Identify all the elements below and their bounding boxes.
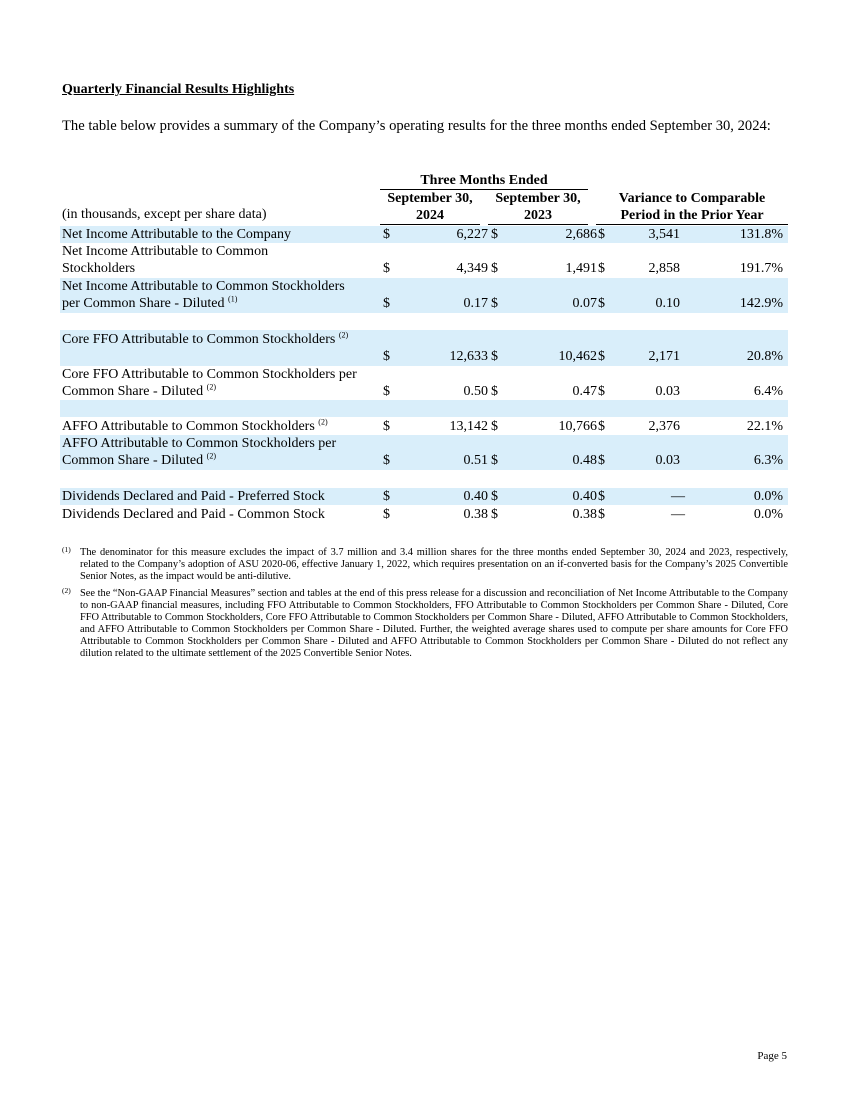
currency-symbol: $ [491, 296, 498, 311]
currency-symbol: $ [491, 419, 498, 434]
footnote-mark: (2) [338, 330, 349, 340]
row-label: Core FFO Attributable to Common Stockholders per Common Share - Diluted $^{(2)}$ [62, 367, 357, 399]
value-2023: 10,766 [558, 419, 597, 434]
table-row [60, 366, 788, 401]
footnote [62, 547, 788, 583]
currency-symbol: $ [598, 349, 605, 364]
value-2024: 6,227 [456, 227, 488, 242]
currency-symbol: $ [598, 453, 605, 468]
currency-symbol: $ [383, 227, 390, 242]
row-label: Core FFO Attributable to Common Stockholders $^{(2)}$ [62, 330, 349, 347]
footnote-mark: (2) [62, 586, 71, 595]
table-row [60, 243, 788, 278]
variance-amount: — [671, 507, 685, 522]
currency-symbol: $ [383, 453, 390, 468]
table-row [60, 418, 788, 435]
currency-symbol: $ [491, 349, 498, 364]
footnote [62, 588, 788, 660]
variance-percent: 22.1% [746, 419, 783, 434]
variance-amount: 2,858 [648, 261, 680, 276]
variance-percent: 0.0% [753, 507, 783, 522]
currency-symbol: $ [383, 349, 390, 364]
currency-symbol: $ [598, 489, 605, 504]
three-months-ended-header: Three Months Ended [420, 173, 548, 188]
currency-symbol: $ [383, 296, 390, 311]
currency-symbol: $ [598, 227, 605, 242]
row-label: AFFO Attributable to Common Stockholders per Common Share - Diluted $^{(2)}$ [62, 436, 337, 468]
variance-percent: 131.8% [739, 227, 783, 242]
currency-symbol: $ [383, 261, 390, 276]
footnote-mark: (2) [318, 417, 328, 427]
value-2024: 0.50 [463, 384, 488, 399]
value-2024: 13,142 [449, 419, 488, 434]
table-row [60, 331, 788, 366]
row-label: Net Income Attributable to Common Stockholders [62, 244, 269, 276]
variance-underline [596, 224, 788, 225]
variance-percent: 20.8% [746, 349, 783, 364]
row-label: AFFO Attributable to Common Stockholders $^{(2)}$ [62, 417, 328, 434]
currency-symbol: $ [383, 489, 390, 504]
currency-symbol: $ [598, 296, 605, 311]
table-row [60, 506, 788, 523]
variance-amount: 2,376 [648, 419, 680, 434]
table-row [60, 435, 788, 470]
col-2023-underline [488, 224, 588, 225]
footnote-mark: (1) [62, 545, 71, 554]
currency-symbol: $ [383, 507, 390, 522]
value-2023: 10,462 [558, 349, 597, 364]
value-2024: 0.17 [463, 296, 488, 311]
col-2024-header-line1: September 30, [387, 191, 473, 206]
currency-symbol: $ [491, 453, 498, 468]
value-2024: 0.51 [463, 453, 488, 468]
variance-percent: 6.4% [753, 384, 783, 399]
variance-percent: 6.3% [753, 453, 783, 468]
row-label: Dividends Declared and Paid - Common Stock [62, 507, 325, 522]
row-label: Net Income Attributable to Common Stockholders per Common Share - Diluted $^{(1)}$ [62, 279, 345, 311]
value-2023: 1,491 [565, 261, 597, 276]
variance-amount: 0.10 [655, 296, 680, 311]
spacer-band [60, 400, 788, 417]
variance-header-line2: Period in the Prior Year [620, 208, 764, 223]
value-2023: 0.38 [572, 507, 597, 522]
value-2024: 4,349 [456, 261, 488, 276]
table-row [60, 278, 788, 313]
currency-symbol: $ [491, 261, 498, 276]
currency-symbol: $ [383, 384, 390, 399]
col-2024-header-line2: 2024 [416, 208, 444, 223]
value-2023: 0.07 [572, 296, 597, 311]
table-row [60, 226, 788, 243]
currency-symbol: $ [598, 261, 605, 276]
col-2023-header-line1: September 30, [495, 191, 581, 206]
currency-symbol: $ [598, 419, 605, 434]
variance-percent: 142.9% [739, 296, 783, 311]
section-title: Quarterly Financial Results Highlights [62, 82, 295, 97]
currency-symbol: $ [491, 384, 498, 399]
page-number: Page 5 [757, 1050, 787, 1062]
variance-amount: 0.03 [655, 453, 680, 468]
intro-paragraph: The table below provides a summary of the Company’s operating results for the three months ended September 30, 2024: [62, 118, 771, 134]
footnotes [62, 547, 788, 665]
variance-amount: 0.03 [655, 384, 680, 399]
variance-amount: — [671, 489, 685, 504]
col-2023-header-line2: 2023 [524, 208, 552, 223]
table-row [60, 488, 788, 505]
variance-header-line1: Variance to Comparable [618, 191, 766, 206]
footnote-mark: (2) [206, 382, 216, 392]
value-2024: 0.40 [463, 489, 488, 504]
row-label: Dividends Declared and Paid - Preferred Stock [62, 489, 325, 504]
variance-percent: 0.0% [753, 489, 783, 504]
unit-label: (in thousands, except per share data) [62, 207, 267, 222]
variance-amount: 3,541 [648, 227, 680, 242]
footnote-text: See the “Non-GAAP Financial Measures” section and tables at the end of this press release for a discussion and reconciliation of Net Income Attributable to the Company to non-GAAP financial measures, including FFO Attributable to Common Stockholders, FFO Attributable to Common Stockholders per Common Share - Diluted, Core FFO Attributable to Common Stockholders, Core FFO Attributable to Common Stockholders per Common Share - Diluted, AFFO Attributable to Common Stockholders, and AFFO Attributable to Common Stockholders per Common Share - Diluted. Further, the weighted average shares used to compute per share amounts for Core FFO Attributable to Common Stockholders per Common Share - Diluted and AFFO Attributable to Common Stockholders per Common Share - Diluted do not reflect any dilution related to the ultimate settlement of the 2025 Convertible Senior Notes. [80, 588, 788, 659]
value-2024: 12,633 [449, 349, 488, 364]
col-2024-underline [380, 224, 480, 225]
row-label: Net Income Attributable to the Company [62, 227, 292, 242]
value-2023: 0.40 [572, 489, 597, 504]
value-2023: 2,686 [565, 227, 597, 242]
currency-symbol: $ [598, 507, 605, 522]
value-2023: 0.47 [572, 384, 597, 399]
currency-symbol: $ [491, 489, 498, 504]
footnote-mark: (1) [228, 294, 238, 304]
currency-symbol: $ [383, 419, 390, 434]
value-2023: 0.48 [572, 453, 597, 468]
currency-symbol: $ [598, 384, 605, 399]
footnote-text: The denominator for this measure excludes the impact of 3.7 million and 3.4 million shares for the three months ended September 30, 2024 and 2023, respectively, related to the Company’s adoption of ASU 2020-06, effective January 1, 2022, which requires presentation on an if-converted basis for the Company’s 2025 Convertible Senior Notes, as the impact would be anti-dilutive. [80, 547, 788, 582]
value-2024: 0.38 [463, 507, 488, 522]
currency-symbol: $ [491, 507, 498, 522]
footnote-mark: (2) [206, 451, 216, 461]
variance-amount: 2,171 [648, 349, 680, 364]
currency-symbol: $ [491, 227, 498, 242]
variance-percent: 191.7% [739, 261, 783, 276]
